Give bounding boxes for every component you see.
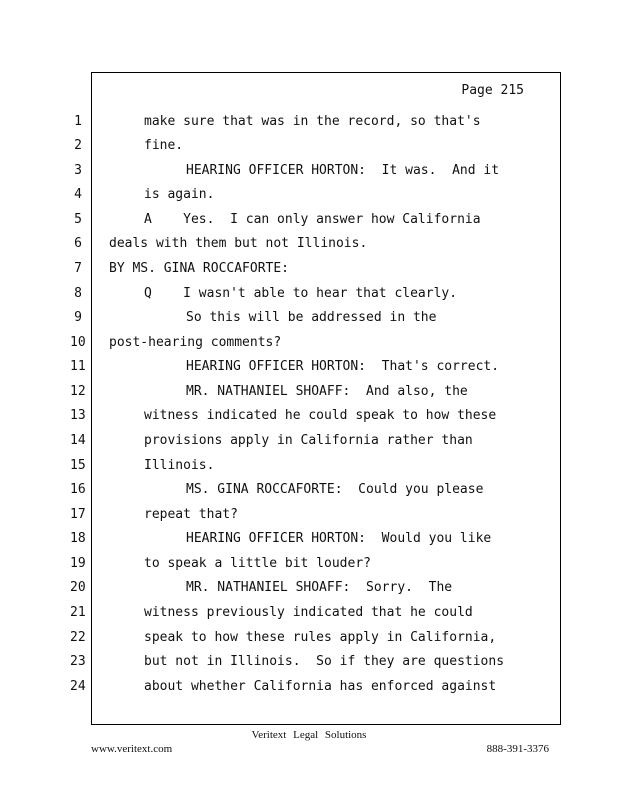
transcript-line: Illinois. xyxy=(144,458,215,473)
line-number: 4 xyxy=(74,187,82,202)
line-number: 16 xyxy=(70,482,86,497)
line-number: 12 xyxy=(70,384,86,399)
line-number: 23 xyxy=(70,654,86,669)
transcript-line: BY MS. GINA ROCCAFORTE: xyxy=(109,261,290,276)
transcript-line: speak to how these rules apply in California, xyxy=(144,630,497,645)
footer-phone: 888-391-3376 xyxy=(486,743,549,755)
line-number: 6 xyxy=(74,236,82,251)
line-number: 19 xyxy=(70,556,86,571)
line-number: 14 xyxy=(70,433,86,448)
line-number: 17 xyxy=(70,507,86,522)
line-number: 7 xyxy=(74,261,82,276)
footer-company: Veritext Legal Solutions xyxy=(251,729,367,741)
transcript-line: to speak a little bit louder? xyxy=(144,556,371,571)
transcript-line: is again. xyxy=(144,187,215,202)
line-number: 2 xyxy=(74,138,82,153)
transcript-line: HEARING OFFICER HORTON: Would you like xyxy=(186,531,492,546)
line-number: 11 xyxy=(70,359,86,374)
transcript-line: but not in Illinois. So if they are questions xyxy=(144,654,505,669)
transcript-line: witness previously indicated that he could xyxy=(144,605,473,620)
line-number: 1 xyxy=(74,114,82,129)
line-number: 18 xyxy=(70,531,86,546)
transcript-line: repeat that? xyxy=(144,507,238,522)
line-number: 13 xyxy=(70,408,86,423)
transcript-line: A Yes. I can only answer how California xyxy=(144,212,481,227)
transcript-line: fine. xyxy=(144,138,184,153)
line-number: 10 xyxy=(70,335,86,350)
line-number: 24 xyxy=(70,679,86,694)
transcript-line: deals with them but not Illinois. xyxy=(109,236,368,251)
transcript-line: witness indicated he could speak to how these xyxy=(144,408,497,423)
page-number: Page 215 xyxy=(461,83,524,98)
transcript-line: Q I wasn't able to hear that clearly. xyxy=(144,286,458,301)
line-number: 3 xyxy=(74,163,82,178)
line-number: 20 xyxy=(70,580,86,595)
transcript-line: post-hearing comments? xyxy=(109,335,282,350)
transcript-line: provisions apply in California rather than xyxy=(144,433,473,448)
line-number: 22 xyxy=(70,630,86,645)
transcript-line: MS. GINA ROCCAFORTE: Could you please xyxy=(186,482,484,497)
transcript-line: about whether California has enforced against xyxy=(144,679,497,694)
transcript-line: HEARING OFFICER HORTON: It was. And it xyxy=(186,163,500,178)
line-number: 15 xyxy=(70,458,86,473)
transcript-line: So this will be addressed in the xyxy=(186,310,437,325)
line-number: 21 xyxy=(70,605,86,620)
footer-website[interactable]: www.veritext.com xyxy=(91,743,173,755)
transcript-line: MR. NATHANIEL SHOAFF: And also, the xyxy=(186,384,468,399)
line-number: 9 xyxy=(74,310,82,325)
transcript-line: HEARING OFFICER HORTON: That's correct. xyxy=(186,359,500,374)
transcript-line: make sure that was in the record, so that's xyxy=(144,114,481,129)
transcript-line: MR. NATHANIEL SHOAFF: Sorry. The xyxy=(186,580,453,595)
line-number: 8 xyxy=(74,286,82,301)
line-number: 5 xyxy=(74,212,82,227)
